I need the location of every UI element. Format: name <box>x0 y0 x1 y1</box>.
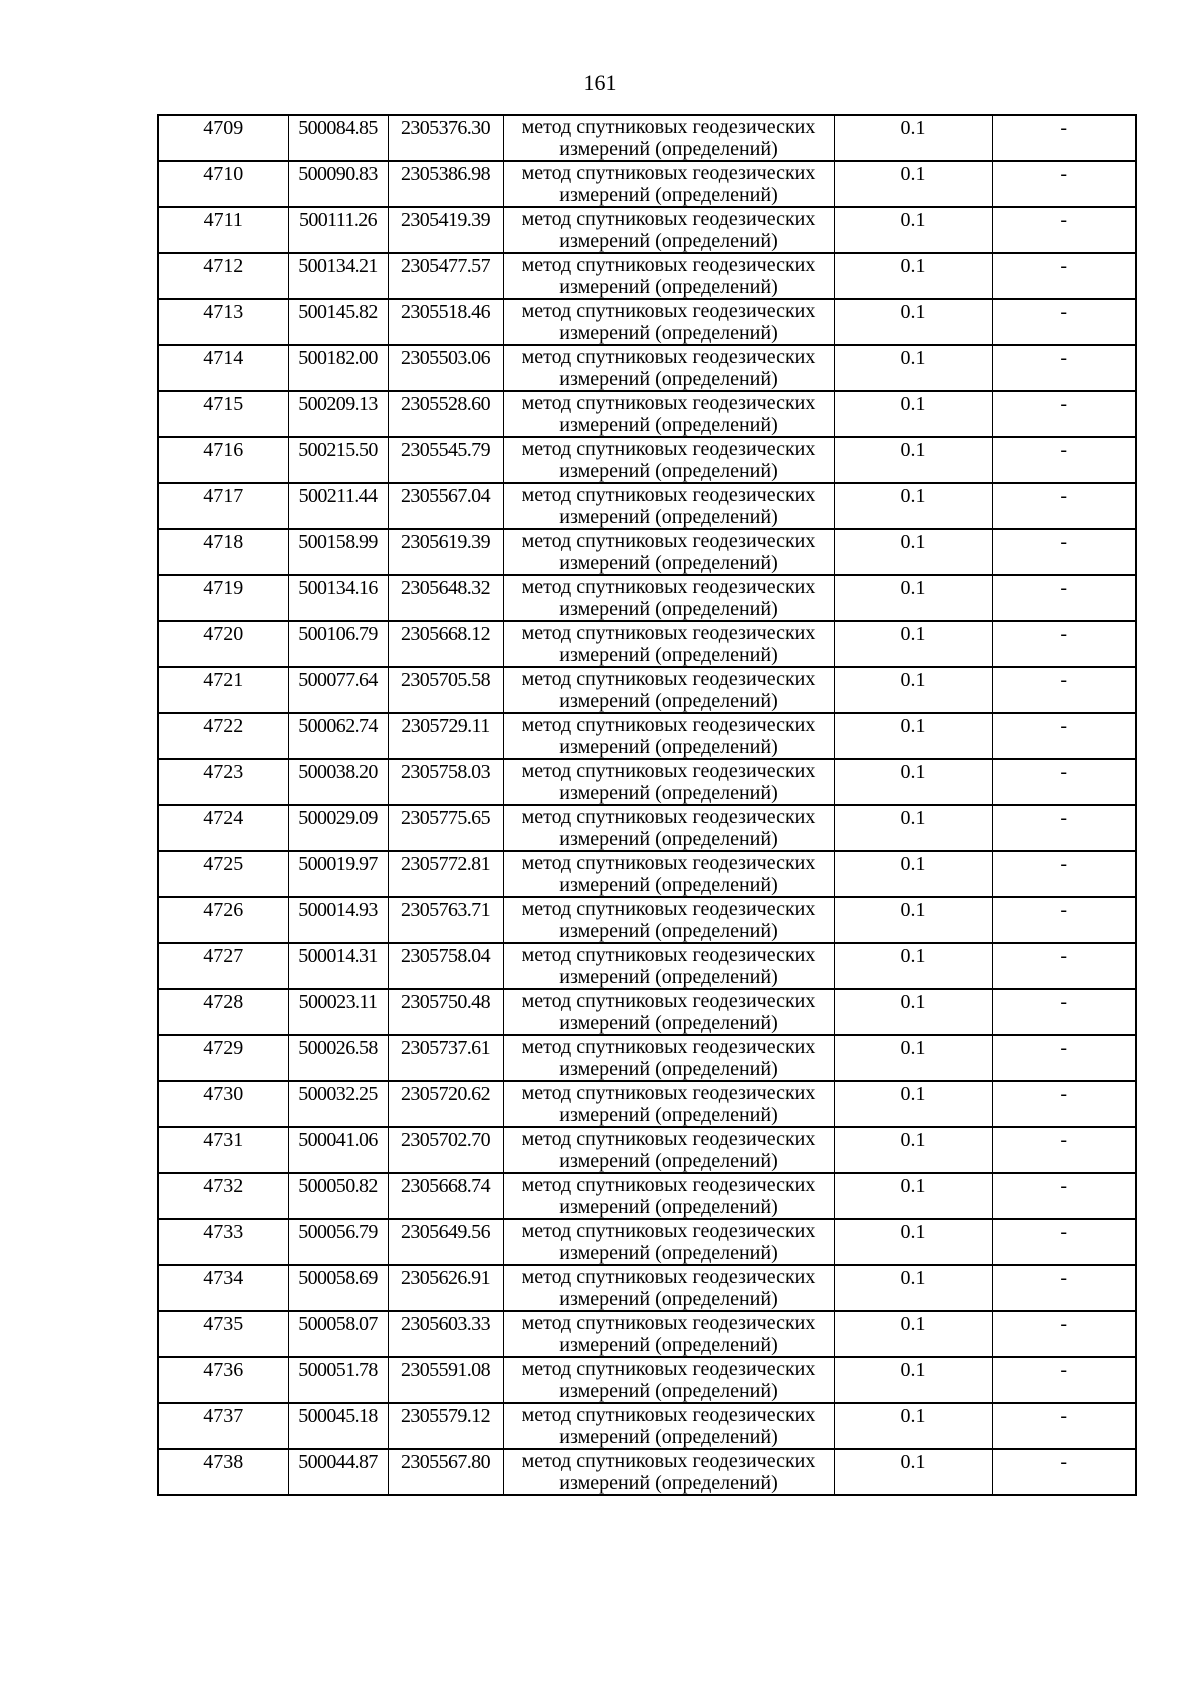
y-coordinate-cell: 2305729.11 <box>388 713 503 759</box>
point-number-cell: 4724 <box>158 805 288 851</box>
x-coordinate-cell: 500158.99 <box>288 529 388 575</box>
description-cell: - <box>992 299 1136 345</box>
method-cell <box>503 1035 834 1081</box>
accuracy-cell: 0.1 <box>834 621 992 667</box>
method-cell <box>503 437 834 483</box>
method-line-1: метод спутниковых геодезических <box>521 1220 816 1242</box>
method-line-2: измерений (определений) <box>559 1150 778 1172</box>
method-line-2: измерений (определений) <box>559 598 778 620</box>
x-coordinate-cell: 500084.85 <box>288 115 388 161</box>
description-cell: - <box>992 667 1136 713</box>
y-coordinate-cell: 2305758.03 <box>388 759 503 805</box>
point-number-cell: 4738 <box>158 1449 288 1495</box>
method-cell <box>503 943 834 989</box>
method-line-2: измерений (определений) <box>559 920 778 942</box>
point-number-cell: 4714 <box>158 345 288 391</box>
accuracy-cell: 0.1 <box>834 851 992 897</box>
table-row <box>158 1127 1136 1173</box>
table-row <box>158 759 1136 805</box>
x-coordinate-cell: 500058.69 <box>288 1265 388 1311</box>
description-cell: - <box>992 1403 1136 1449</box>
x-coordinate-cell: 500014.93 <box>288 897 388 943</box>
method-cell <box>503 1173 834 1219</box>
x-coordinate-cell: 500209.13 <box>288 391 388 437</box>
method-cell <box>503 667 834 713</box>
description-cell: - <box>992 1311 1136 1357</box>
accuracy-cell: 0.1 <box>834 1357 992 1403</box>
description-cell: - <box>992 1173 1136 1219</box>
accuracy-cell: 0.1 <box>834 1449 992 1495</box>
table-row <box>158 897 1136 943</box>
table-row <box>158 483 1136 529</box>
description-cell: - <box>992 1127 1136 1173</box>
method-line-2: измерений (определений) <box>559 1380 778 1402</box>
description-cell: - <box>992 897 1136 943</box>
accuracy-cell: 0.1 <box>834 115 992 161</box>
coordinates-table <box>157 114 1137 1496</box>
method-line-1: метод спутниковых геодезических <box>521 1036 816 1058</box>
method-cell <box>503 575 834 621</box>
accuracy-cell: 0.1 <box>834 1311 992 1357</box>
method-line-1: метод спутниковых геодезических <box>521 392 816 414</box>
method-line-2: измерений (определений) <box>559 828 778 850</box>
accuracy-cell: 0.1 <box>834 943 992 989</box>
x-coordinate-cell: 500045.18 <box>288 1403 388 1449</box>
point-number-cell: 4734 <box>158 1265 288 1311</box>
method-line-1: метод спутниковых геодезических <box>521 852 816 874</box>
description-cell: - <box>992 529 1136 575</box>
table-row <box>158 575 1136 621</box>
method-line-1: метод спутниковых геодезических <box>521 1450 816 1472</box>
method-line-2: измерений (определений) <box>559 1242 778 1264</box>
method-cell <box>503 207 834 253</box>
point-number-cell: 4737 <box>158 1403 288 1449</box>
y-coordinate-cell: 2305720.62 <box>388 1081 503 1127</box>
y-coordinate-cell: 2305518.46 <box>388 299 503 345</box>
description-cell: - <box>992 391 1136 437</box>
table-row <box>158 1403 1136 1449</box>
description-cell: - <box>992 345 1136 391</box>
method-line-1: метод спутниковых геодезических <box>521 990 816 1012</box>
point-number-cell: 4731 <box>158 1127 288 1173</box>
y-coordinate-cell: 2305668.74 <box>388 1173 503 1219</box>
description-cell: - <box>992 943 1136 989</box>
y-coordinate-cell: 2305758.04 <box>388 943 503 989</box>
accuracy-cell: 0.1 <box>834 1265 992 1311</box>
method-line-2: измерений (определений) <box>559 1058 778 1080</box>
point-number-cell: 4712 <box>158 253 288 299</box>
method-cell <box>503 529 834 575</box>
method-cell <box>503 391 834 437</box>
point-number-cell: 4716 <box>158 437 288 483</box>
method-line-2: измерений (определений) <box>559 1012 778 1034</box>
accuracy-cell: 0.1 <box>834 345 992 391</box>
table-row <box>158 851 1136 897</box>
table-row <box>158 943 1136 989</box>
accuracy-cell: 0.1 <box>834 759 992 805</box>
y-coordinate-cell: 2305567.80 <box>388 1449 503 1495</box>
point-number-cell: 4732 <box>158 1173 288 1219</box>
method-line-1: метод спутниковых геодезических <box>521 346 816 368</box>
method-cell <box>503 897 834 943</box>
y-coordinate-cell: 2305503.06 <box>388 345 503 391</box>
y-coordinate-cell: 2305750.48 <box>388 989 503 1035</box>
y-coordinate-cell: 2305775.65 <box>388 805 503 851</box>
method-line-1: метод спутниковых геодезических <box>521 484 816 506</box>
accuracy-cell: 0.1 <box>834 989 992 1035</box>
y-coordinate-cell: 2305626.91 <box>388 1265 503 1311</box>
method-line-1: метод спутниковых геодезических <box>521 806 816 828</box>
x-coordinate-cell: 500215.50 <box>288 437 388 483</box>
accuracy-cell: 0.1 <box>834 483 992 529</box>
method-line-1: метод спутниковых геодезических <box>521 668 816 690</box>
table-row <box>158 299 1136 345</box>
point-number-cell: 4709 <box>158 115 288 161</box>
description-cell: - <box>992 575 1136 621</box>
method-line-2: измерений (определений) <box>559 184 778 206</box>
accuracy-cell: 0.1 <box>834 1035 992 1081</box>
point-number-cell: 4735 <box>158 1311 288 1357</box>
coordinates-table-body <box>158 115 1136 1495</box>
table-row <box>158 621 1136 667</box>
accuracy-cell: 0.1 <box>834 667 992 713</box>
accuracy-cell: 0.1 <box>834 805 992 851</box>
method-line-1: метод спутниковых геодезических <box>521 1174 816 1196</box>
table-row <box>158 437 1136 483</box>
x-coordinate-cell: 500023.11 <box>288 989 388 1035</box>
table-row <box>158 345 1136 391</box>
y-coordinate-cell: 2305528.60 <box>388 391 503 437</box>
description-cell: - <box>992 1265 1136 1311</box>
y-coordinate-cell: 2305705.58 <box>388 667 503 713</box>
accuracy-cell: 0.1 <box>834 161 992 207</box>
y-coordinate-cell: 2305772.81 <box>388 851 503 897</box>
y-coordinate-cell: 2305376.30 <box>388 115 503 161</box>
method-cell <box>503 805 834 851</box>
description-cell: - <box>992 1219 1136 1265</box>
point-number-cell: 4728 <box>158 989 288 1035</box>
y-coordinate-cell: 2305603.33 <box>388 1311 503 1357</box>
point-number-cell: 4721 <box>158 667 288 713</box>
point-number-cell: 4719 <box>158 575 288 621</box>
x-coordinate-cell: 500062.74 <box>288 713 388 759</box>
method-cell <box>503 1081 834 1127</box>
description-cell: - <box>992 115 1136 161</box>
x-coordinate-cell: 500041.06 <box>288 1127 388 1173</box>
description-cell: - <box>992 207 1136 253</box>
method-line-1: метод спутниковых геодезических <box>521 116 816 138</box>
method-line-2: измерений (определений) <box>559 1104 778 1126</box>
x-coordinate-cell: 500029.09 <box>288 805 388 851</box>
point-number-cell: 4727 <box>158 943 288 989</box>
accuracy-cell: 0.1 <box>834 1173 992 1219</box>
method-line-2: измерений (определений) <box>559 1288 778 1310</box>
accuracy-cell: 0.1 <box>834 529 992 575</box>
x-coordinate-cell: 500032.25 <box>288 1081 388 1127</box>
description-cell: - <box>992 805 1136 851</box>
method-cell <box>503 161 834 207</box>
method-line-1: метод спутниковых геодезических <box>521 530 816 552</box>
y-coordinate-cell: 2305649.56 <box>388 1219 503 1265</box>
point-number-cell: 4718 <box>158 529 288 575</box>
method-line-2: измерений (определений) <box>559 1426 778 1448</box>
point-number-cell: 4710 <box>158 161 288 207</box>
table-row <box>158 667 1136 713</box>
description-cell: - <box>992 1081 1136 1127</box>
x-coordinate-cell: 500050.82 <box>288 1173 388 1219</box>
method-line-2: измерений (определений) <box>559 506 778 528</box>
accuracy-cell: 0.1 <box>834 1403 992 1449</box>
method-cell <box>503 115 834 161</box>
y-coordinate-cell: 2305545.79 <box>388 437 503 483</box>
method-line-2: измерений (определений) <box>559 460 778 482</box>
point-number-cell: 4722 <box>158 713 288 759</box>
table-row <box>158 1081 1136 1127</box>
table-row <box>158 1311 1136 1357</box>
x-coordinate-cell: 500077.64 <box>288 667 388 713</box>
method-cell <box>503 299 834 345</box>
method-cell <box>503 621 834 667</box>
method-cell <box>503 345 834 391</box>
method-line-2: измерений (определений) <box>559 1334 778 1356</box>
point-number-cell: 4715 <box>158 391 288 437</box>
table-row <box>158 1219 1136 1265</box>
method-line-2: измерений (определений) <box>559 1472 778 1494</box>
x-coordinate-cell: 500058.07 <box>288 1311 388 1357</box>
table-row <box>158 1357 1136 1403</box>
x-coordinate-cell: 500134.16 <box>288 575 388 621</box>
accuracy-cell: 0.1 <box>834 437 992 483</box>
method-line-1: метод спутниковых геодезических <box>521 438 816 460</box>
description-cell: - <box>992 1449 1136 1495</box>
x-coordinate-cell: 500026.58 <box>288 1035 388 1081</box>
accuracy-cell: 0.1 <box>834 1219 992 1265</box>
y-coordinate-cell: 2305737.61 <box>388 1035 503 1081</box>
x-coordinate-cell: 500051.78 <box>288 1357 388 1403</box>
method-line-1: метод спутниковых геодезических <box>521 300 816 322</box>
x-coordinate-cell: 500038.20 <box>288 759 388 805</box>
x-coordinate-cell: 500090.83 <box>288 161 388 207</box>
table-row <box>158 207 1136 253</box>
description-cell: - <box>992 161 1136 207</box>
x-coordinate-cell: 500014.31 <box>288 943 388 989</box>
method-cell <box>503 1127 834 1173</box>
point-number-cell: 4729 <box>158 1035 288 1081</box>
table-row <box>158 1449 1136 1495</box>
table-row <box>158 1173 1136 1219</box>
description-cell: - <box>992 621 1136 667</box>
method-line-1: метод спутниковых геодезических <box>521 1128 816 1150</box>
method-line-2: измерений (определений) <box>559 644 778 666</box>
accuracy-cell: 0.1 <box>834 391 992 437</box>
y-coordinate-cell: 2305591.08 <box>388 1357 503 1403</box>
method-cell <box>503 1449 834 1495</box>
y-coordinate-cell: 2305763.71 <box>388 897 503 943</box>
method-cell <box>503 713 834 759</box>
x-coordinate-cell: 500211.44 <box>288 483 388 529</box>
y-coordinate-cell: 2305648.32 <box>388 575 503 621</box>
method-line-2: измерений (определений) <box>559 322 778 344</box>
method-cell <box>503 1265 834 1311</box>
method-cell <box>503 1357 834 1403</box>
method-line-1: метод спутниковых геодезических <box>521 208 816 230</box>
table-row <box>158 115 1136 161</box>
table-row <box>158 529 1136 575</box>
method-cell <box>503 851 834 897</box>
point-number-cell: 4730 <box>158 1081 288 1127</box>
method-line-2: измерений (определений) <box>559 690 778 712</box>
point-number-cell: 4713 <box>158 299 288 345</box>
method-line-2: измерений (определений) <box>559 874 778 896</box>
description-cell: - <box>992 483 1136 529</box>
accuracy-cell: 0.1 <box>834 253 992 299</box>
method-line-2: измерений (определений) <box>559 138 778 160</box>
method-line-1: метод спутниковых геодезических <box>521 576 816 598</box>
x-coordinate-cell: 500111.26 <box>288 207 388 253</box>
table-row <box>158 989 1136 1035</box>
accuracy-cell: 0.1 <box>834 713 992 759</box>
y-coordinate-cell: 2305477.57 <box>388 253 503 299</box>
accuracy-cell: 0.1 <box>834 1127 992 1173</box>
method-cell <box>503 1219 834 1265</box>
table-row <box>158 1035 1136 1081</box>
table-row <box>158 161 1136 207</box>
method-line-2: измерений (определений) <box>559 736 778 758</box>
x-coordinate-cell: 500019.97 <box>288 851 388 897</box>
x-coordinate-cell: 500182.00 <box>288 345 388 391</box>
description-cell: - <box>992 253 1136 299</box>
y-coordinate-cell: 2305702.70 <box>388 1127 503 1173</box>
table-row <box>158 1265 1136 1311</box>
method-line-1: метод спутниковых геодезических <box>521 944 816 966</box>
method-cell <box>503 1403 834 1449</box>
accuracy-cell: 0.1 <box>834 575 992 621</box>
y-coordinate-cell: 2305579.12 <box>388 1403 503 1449</box>
method-line-1: метод спутниковых геодезических <box>521 1082 816 1104</box>
x-coordinate-cell: 500106.79 <box>288 621 388 667</box>
description-cell: - <box>992 437 1136 483</box>
point-number-cell: 4717 <box>158 483 288 529</box>
description-cell: - <box>992 1357 1136 1403</box>
accuracy-cell: 0.1 <box>834 207 992 253</box>
accuracy-cell: 0.1 <box>834 897 992 943</box>
point-number-cell: 4720 <box>158 621 288 667</box>
method-line-1: метод спутниковых геодезических <box>521 1266 816 1288</box>
method-line-2: измерений (определений) <box>559 1196 778 1218</box>
x-coordinate-cell: 500044.87 <box>288 1449 388 1495</box>
method-line-2: измерений (определений) <box>559 368 778 390</box>
point-number-cell: 4733 <box>158 1219 288 1265</box>
y-coordinate-cell: 2305668.12 <box>388 621 503 667</box>
y-coordinate-cell: 2305386.98 <box>388 161 503 207</box>
method-line-2: измерений (определений) <box>559 230 778 252</box>
point-number-cell: 4736 <box>158 1357 288 1403</box>
method-line-1: метод спутниковых геодезических <box>521 1312 816 1334</box>
point-number-cell: 4726 <box>158 897 288 943</box>
point-number-cell: 4711 <box>158 207 288 253</box>
method-line-2: измерений (определений) <box>559 782 778 804</box>
table-row <box>158 805 1136 851</box>
method-line-2: измерений (определений) <box>559 966 778 988</box>
y-coordinate-cell: 2305619.39 <box>388 529 503 575</box>
y-coordinate-cell: 2305419.39 <box>388 207 503 253</box>
x-coordinate-cell: 500145.82 <box>288 299 388 345</box>
accuracy-cell: 0.1 <box>834 299 992 345</box>
table-row <box>158 713 1136 759</box>
description-cell: - <box>992 1035 1136 1081</box>
description-cell: - <box>992 713 1136 759</box>
method-line-1: метод спутниковых геодезических <box>521 254 816 276</box>
point-number-cell: 4725 <box>158 851 288 897</box>
method-line-1: метод спутниковых геодезических <box>521 622 816 644</box>
method-line-1: метод спутниковых геодезических <box>521 162 816 184</box>
description-cell: - <box>992 759 1136 805</box>
method-line-2: измерений (определений) <box>559 552 778 574</box>
description-cell: - <box>992 851 1136 897</box>
method-cell <box>503 483 834 529</box>
method-cell <box>503 1311 834 1357</box>
table-row <box>158 253 1136 299</box>
point-number-cell: 4723 <box>158 759 288 805</box>
method-cell <box>503 989 834 1035</box>
description-cell: - <box>992 989 1136 1035</box>
method-line-1: метод спутниковых геодезических <box>521 1358 816 1380</box>
method-line-2: измерений (определений) <box>559 276 778 298</box>
accuracy-cell: 0.1 <box>834 1081 992 1127</box>
method-cell <box>503 759 834 805</box>
method-line-2: измерений (определений) <box>559 414 778 436</box>
page-number: 161 <box>583 70 617 95</box>
y-coordinate-cell: 2305567.04 <box>388 483 503 529</box>
method-line-1: метод спутниковых геодезических <box>521 898 816 920</box>
x-coordinate-cell: 500134.21 <box>288 253 388 299</box>
method-line-1: метод спутниковых геодезических <box>521 1404 816 1426</box>
method-line-1: метод спутниковых геодезических <box>521 714 816 736</box>
table-row <box>158 391 1136 437</box>
x-coordinate-cell: 500056.79 <box>288 1219 388 1265</box>
method-line-1: метод спутниковых геодезических <box>521 760 816 782</box>
method-cell <box>503 253 834 299</box>
